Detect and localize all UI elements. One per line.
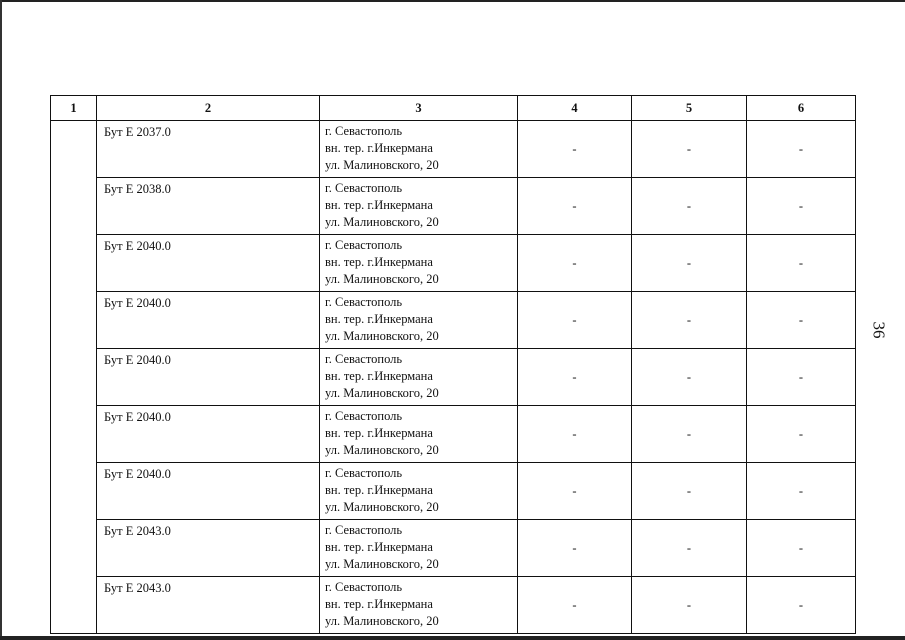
item-name: Бут Е 2043.0 <box>104 524 171 538</box>
table-row <box>51 121 856 178</box>
col6-value: - <box>747 235 856 292</box>
item-name-cell <box>97 121 320 178</box>
col4-value: - <box>518 292 632 349</box>
item-name-cell <box>97 178 320 235</box>
address-territory: вн. тер. г.Инкермана <box>325 312 433 326</box>
item-name: Бут Е 2040.0 <box>104 239 171 253</box>
address-city: г. Севастополь <box>325 238 403 252</box>
address-city: г. Севастополь <box>325 352 403 366</box>
col4-value: - <box>518 121 632 178</box>
col-header-4: 4 <box>518 96 632 121</box>
address-cell <box>320 292 518 349</box>
table-row <box>51 235 856 292</box>
address-street: ул. Малиновского, 20 <box>325 272 439 286</box>
col5-value: - <box>632 349 747 406</box>
address-cell <box>320 235 518 292</box>
col6-value: - <box>747 349 856 406</box>
merged-number-cell <box>51 121 97 634</box>
address-street: ул. Малиновского, 20 <box>325 557 439 571</box>
col5-value: - <box>632 235 747 292</box>
col4-value: - <box>518 349 632 406</box>
col5-value: - <box>632 292 747 349</box>
address-city: г. Севастополь <box>325 295 403 309</box>
address-city: г. Севастополь <box>325 181 403 195</box>
col-header-6: 6 <box>747 96 856 121</box>
item-name: Бут Е 2037.0 <box>104 125 171 139</box>
address-city: г. Севастополь <box>325 523 403 537</box>
table-row <box>51 292 856 349</box>
address-city: г. Севастополь <box>325 466 403 480</box>
col5-value: - <box>632 577 747 634</box>
header-row <box>51 96 856 121</box>
table-row <box>51 406 856 463</box>
col-header-5: 5 <box>632 96 747 121</box>
table-row <box>51 349 856 406</box>
col4-value: - <box>518 463 632 520</box>
address-territory: вн. тер. г.Инкермана <box>325 483 433 497</box>
address-city: г. Севастополь <box>325 409 403 423</box>
address-street: ул. Малиновского, 20 <box>325 215 439 229</box>
col-header-1: 1 <box>51 96 97 121</box>
address-city: г. Севастополь <box>325 124 403 138</box>
col4-value: - <box>518 577 632 634</box>
item-name-cell <box>97 577 320 634</box>
item-name: Бут Е 2040.0 <box>104 467 171 481</box>
address-territory: вн. тер. г.Инкермана <box>325 597 433 611</box>
item-name: Бут Е 2038.0 <box>104 182 171 196</box>
address-cell <box>320 577 518 634</box>
address-cell <box>320 406 518 463</box>
col5-value: - <box>632 178 747 235</box>
col4-value: - <box>518 520 632 577</box>
address-cell <box>320 463 518 520</box>
address-street: ул. Малиновского, 20 <box>325 329 439 343</box>
address-street: ул. Малиновского, 20 <box>325 386 439 400</box>
col6-value: - <box>747 121 856 178</box>
item-name: Бут Е 2043.0 <box>104 581 171 595</box>
col4-value: - <box>518 406 632 463</box>
item-name-cell <box>97 463 320 520</box>
col6-value: - <box>747 463 856 520</box>
scan-edge-bottom <box>0 636 905 640</box>
col-header-3: 3 <box>320 96 518 121</box>
address-territory: вн. тер. г.Инкермана <box>325 141 433 155</box>
col5-value: - <box>632 463 747 520</box>
item-name: Бут Е 2040.0 <box>104 353 171 367</box>
address-cell <box>320 349 518 406</box>
item-name-cell <box>97 292 320 349</box>
address-territory: вн. тер. г.Инкермана <box>325 198 433 212</box>
item-name: Бут Е 2040.0 <box>104 296 171 310</box>
col6-value: - <box>747 406 856 463</box>
col6-value: - <box>747 178 856 235</box>
address-cell <box>320 121 518 178</box>
col6-value: - <box>747 520 856 577</box>
item-name-cell <box>97 520 320 577</box>
registry-table <box>50 95 856 634</box>
col6-value: - <box>747 577 856 634</box>
col-header-2: 2 <box>97 96 320 121</box>
address-territory: вн. тер. г.Инкермана <box>325 255 433 269</box>
item-name-cell <box>97 349 320 406</box>
col5-value: - <box>632 406 747 463</box>
col6-value: - <box>747 292 856 349</box>
address-territory: вн. тер. г.Инкермана <box>325 426 433 440</box>
scan-edge-top <box>0 0 905 2</box>
item-name-cell <box>97 235 320 292</box>
address-territory: вн. тер. г.Инкермана <box>325 540 433 554</box>
col4-value: - <box>518 178 632 235</box>
address-city: г. Севастополь <box>325 580 403 594</box>
address-street: ул. Малиновского, 20 <box>325 158 439 172</box>
table-row <box>51 520 856 577</box>
scan-edge-left <box>0 0 2 640</box>
col5-value: - <box>632 121 747 178</box>
address-street: ул. Малиновского, 20 <box>325 614 439 628</box>
table-row <box>51 463 856 520</box>
col4-value: - <box>518 235 632 292</box>
page-number: 36 <box>869 321 889 339</box>
col5-value: - <box>632 520 747 577</box>
table-row <box>51 178 856 235</box>
item-name: Бут Е 2040.0 <box>104 410 171 424</box>
address-street: ул. Малиновского, 20 <box>325 443 439 457</box>
table-row <box>51 577 856 634</box>
address-territory: вн. тер. г.Инкермана <box>325 369 433 383</box>
address-street: ул. Малиновского, 20 <box>325 500 439 514</box>
address-cell <box>320 178 518 235</box>
address-cell <box>320 520 518 577</box>
item-name-cell <box>97 406 320 463</box>
